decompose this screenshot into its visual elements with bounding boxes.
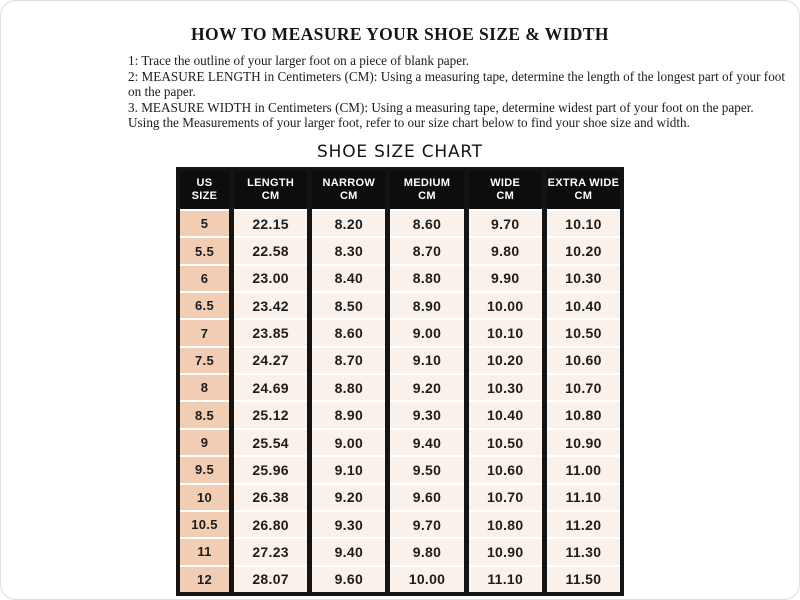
table-column-length	[234, 171, 307, 592]
size-cell: 5	[180, 211, 229, 236]
instruction-line-2: 2: MEASURE LENGTH in Centimeters (CM): Using a measuring tape, determine the length of the longest part of your foot	[128, 68, 786, 84]
size-cell: 6	[180, 266, 229, 291]
value-cell-length: 23.00	[234, 266, 307, 291]
size-cell: 9	[180, 430, 229, 455]
column-header-line1: WIDE	[490, 176, 521, 189]
value-cell-medium: 10.00	[390, 567, 463, 592]
value-cell-length: 22.58	[234, 238, 307, 263]
size-cell: 7.5	[180, 348, 229, 373]
size-cell: 11	[180, 539, 229, 564]
value-cell-extra_wide: 10.10	[547, 211, 620, 236]
column-header-length	[234, 171, 307, 209]
value-cell-extra_wide: 11.30	[547, 539, 620, 564]
table-column-wide	[469, 171, 542, 592]
value-cell-wide: 10.30	[469, 375, 542, 400]
size-cell: 8	[180, 375, 229, 400]
value-cell-medium: 8.60	[390, 211, 463, 236]
value-cell-medium: 8.70	[390, 238, 463, 263]
value-cell-length: 28.07	[234, 567, 307, 592]
value-cell-narrow: 9.00	[312, 430, 385, 455]
value-cell-length: 23.85	[234, 320, 307, 345]
value-cell-extra_wide: 10.50	[547, 320, 620, 345]
column-header-line1: EXTRA WIDE	[547, 176, 620, 189]
chart-heading: SHOE SIZE CHART	[317, 141, 483, 162]
table-column-extra_wide	[547, 171, 620, 592]
value-cell-extra_wide: 10.90	[547, 430, 620, 455]
column-header-narrow	[312, 171, 385, 209]
value-cell-extra_wide: 11.50	[547, 567, 620, 592]
column-header-size	[180, 171, 229, 209]
value-cell-narrow: 9.10	[312, 457, 385, 482]
page-title: HOW TO MEASURE YOUR SHOE SIZE & WIDTH	[191, 24, 609, 44]
instruction-line-5: Using the Measurements of your larger foot, refer to our size chart below to find your shoe size and width.	[128, 115, 690, 131]
value-cell-medium: 9.30	[390, 402, 463, 427]
column-header-extra_wide	[547, 171, 620, 209]
column-header-line2: CM	[418, 189, 436, 202]
value-cell-narrow: 9.40	[312, 539, 385, 564]
table-column-size	[180, 171, 229, 592]
value-cell-narrow: 8.20	[312, 211, 385, 236]
column-header-wide	[469, 171, 542, 209]
column-header-line2: CM	[339, 189, 358, 202]
value-cell-length: 26.80	[234, 512, 307, 537]
value-cell-extra_wide: 10.30	[547, 266, 620, 291]
value-cell-medium: 8.80	[390, 266, 463, 291]
column-header-line2: CM	[261, 189, 280, 202]
value-cell-length: 25.54	[234, 430, 307, 455]
value-cell-medium: 9.00	[390, 320, 463, 345]
size-cell: 6.5	[180, 293, 229, 318]
value-cell-narrow: 8.30	[312, 238, 385, 263]
size-cell: 12	[180, 567, 229, 592]
size-cell: 10.5	[180, 512, 229, 537]
size-cell: 7	[180, 320, 229, 345]
instruction-line-4: 3. MEASURE WIDTH in Centimeters (CM): Using a measuring tape, determine widest part of your foot on the paper.	[128, 99, 754, 115]
value-cell-narrow: 8.40	[312, 266, 385, 291]
value-cell-wide: 10.80	[469, 512, 542, 537]
table-column-narrow	[312, 171, 385, 592]
column-header-line2: CM	[574, 189, 593, 202]
value-cell-extra_wide: 10.40	[547, 293, 620, 318]
value-cell-wide: 10.00	[469, 293, 542, 318]
column-header-line2: SIZE	[191, 189, 218, 202]
column-header-line1: NARROW	[322, 176, 376, 189]
value-cell-narrow: 9.30	[312, 512, 385, 537]
value-cell-wide: 10.10	[469, 320, 542, 345]
value-cell-narrow: 8.50	[312, 293, 385, 318]
column-header-line2: CM	[496, 189, 515, 202]
value-cell-extra_wide: 10.20	[547, 238, 620, 263]
instruction-line-3: on the paper.	[128, 84, 196, 100]
value-cell-extra_wide: 10.60	[547, 348, 620, 373]
value-cell-wide: 10.20	[469, 348, 542, 373]
value-cell-medium: 9.80	[390, 539, 463, 564]
value-cell-length: 26.38	[234, 485, 307, 510]
table-column-medium	[390, 171, 463, 592]
value-cell-narrow: 8.90	[312, 402, 385, 427]
column-header-line1: US	[196, 176, 213, 189]
column-header-line1: MEDIUM	[403, 176, 451, 189]
value-cell-wide: 10.90	[469, 539, 542, 564]
value-cell-length: 25.96	[234, 457, 307, 482]
value-cell-wide: 10.50	[469, 430, 542, 455]
instruction-line-1: 1: Trace the outline of your larger foot on a piece of blank paper.	[128, 53, 470, 68]
value-cell-extra_wide: 11.10	[547, 485, 620, 510]
value-cell-extra_wide: 11.20	[547, 512, 620, 537]
value-cell-length: 22.15	[234, 211, 307, 236]
value-cell-medium: 9.10	[390, 348, 463, 373]
value-cell-wide: 10.70	[469, 485, 542, 510]
instructions	[128, 53, 786, 131]
value-cell-length: 25.12	[234, 402, 307, 427]
column-header-medium	[390, 171, 463, 209]
shoe-size-table	[176, 167, 624, 596]
value-cell-length: 24.69	[234, 375, 307, 400]
value-cell-narrow: 9.60	[312, 567, 385, 592]
value-cell-medium: 9.20	[390, 375, 463, 400]
size-cell: 9.5	[180, 457, 229, 482]
size-cell: 8.5	[180, 402, 229, 427]
value-cell-wide: 9.80	[469, 238, 542, 263]
value-cell-wide: 10.40	[469, 402, 542, 427]
value-cell-wide: 11.10	[469, 567, 542, 592]
value-cell-narrow: 9.20	[312, 485, 385, 510]
size-cell: 5.5	[180, 238, 229, 263]
value-cell-length: 23.42	[234, 293, 307, 318]
size-cell: 10	[180, 485, 229, 510]
value-cell-narrow: 8.60	[312, 320, 385, 345]
value-cell-extra_wide: 10.80	[547, 402, 620, 427]
column-header-line1: LENGTH	[247, 176, 295, 189]
value-cell-wide: 9.90	[469, 266, 542, 291]
value-cell-medium: 9.50	[390, 457, 463, 482]
value-cell-narrow: 8.80	[312, 375, 385, 400]
value-cell-narrow: 8.70	[312, 348, 385, 373]
value-cell-medium: 8.90	[390, 293, 463, 318]
value-cell-medium: 9.70	[390, 512, 463, 537]
value-cell-wide: 10.60	[469, 457, 542, 482]
value-cell-medium: 9.40	[390, 430, 463, 455]
value-cell-extra_wide: 11.00	[547, 457, 620, 482]
value-cell-length: 27.23	[234, 539, 307, 564]
value-cell-wide: 9.70	[469, 211, 542, 236]
value-cell-medium: 9.60	[390, 485, 463, 510]
value-cell-extra_wide: 10.70	[547, 375, 620, 400]
value-cell-length: 24.27	[234, 348, 307, 373]
